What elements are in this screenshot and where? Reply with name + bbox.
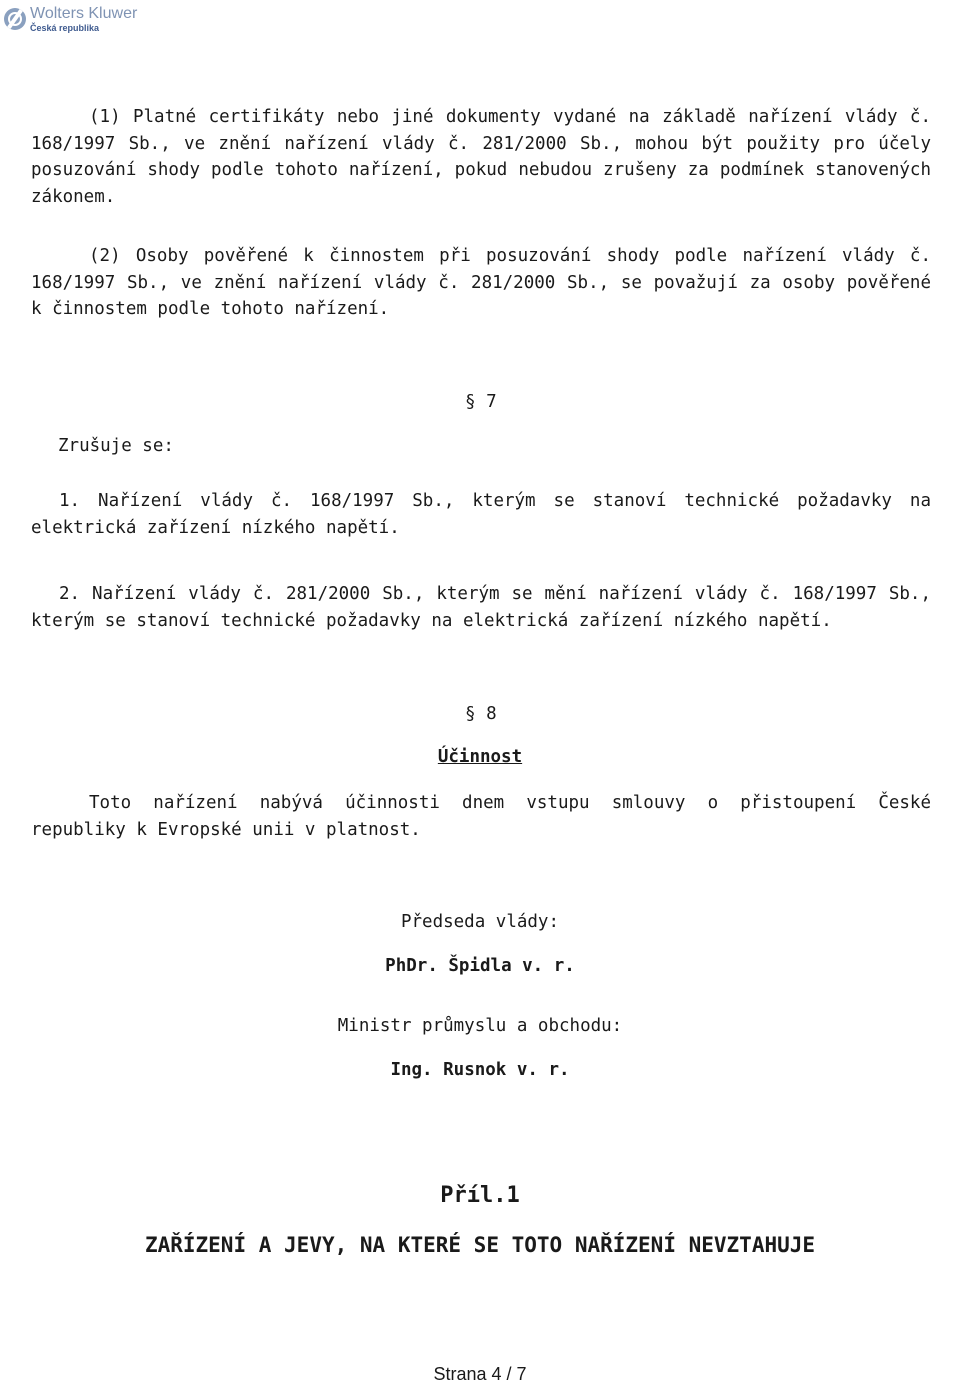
repeal-label: Zrušuje se: bbox=[58, 436, 174, 456]
minister-label: Ministr průmyslu a obchodu: bbox=[337, 1016, 623, 1036]
annex-label: Příl.1 bbox=[440, 1183, 520, 1208]
prime-minister-name: PhDr. Špidla v. r. bbox=[385, 956, 575, 976]
wolters-kluwer-logo-icon bbox=[4, 8, 26, 30]
paragraph-2: (2) Osoby pověřené k činnostem při posuzování shody podle nařízení vlády č. 168/1997 Sb., ve znění nařízení vlády č. 281/2000 Sb., se považují za osoby pověřené k činnostem podle tohoto nařízení. bbox=[31, 246, 931, 319]
effectiveness-text: Toto nařízení nabývá účinnosti dnem vstupu smlouvy o přistoupení České republiky k Evropské unii v platnost. bbox=[31, 793, 931, 840]
paragraph-1: (1) Platné certifikáty nebo jiné dokumenty vydané na základě nařízení vlády č. 168/1997 Sb., ve znění nařízení vlády č. 281/2000 Sb., mohou být použity pro účely posuzování shody podle tohoto nařízení, pokud nebudou zrušeny za podmínek stanovených zákonem. bbox=[31, 107, 931, 207]
prime-minister-label: Předseda vlády: bbox=[400, 912, 560, 932]
annex-heading: ZAŘÍZENÍ A JEVY, NA KTERÉ SE TOTO NAŘÍZENÍ NEVZTAHUJE bbox=[144, 1233, 816, 1257]
minister-name: Ing. Rusnok v. r. bbox=[390, 1060, 570, 1080]
section-7-heading: § 7 bbox=[465, 392, 497, 412]
page-number: Strana 4 / 7 bbox=[433, 1364, 527, 1384]
publisher-logo bbox=[4, 4, 137, 34]
repeal-item-1: 1. Nařízení vlády č. 168/1997 Sb., kterým se stanoví technické požadavky na elektrická zařízení nízkého napětí. bbox=[31, 491, 931, 538]
section-8-heading: § 8 bbox=[465, 704, 497, 724]
repeal-item-2: 2. Nařízení vlády č. 281/2000 Sb., kterým se mění nařízení vlády č. 168/1997 Sb., kterým se stanoví technické požadavky na elektrická zařízení nízkého napětí. bbox=[31, 584, 931, 631]
brand-name: Wolters Kluwer bbox=[30, 4, 138, 22]
logo-text bbox=[30, 6, 137, 33]
brand-sub: Česká republika bbox=[30, 22, 100, 33]
effectiveness-title: Účinnost bbox=[437, 747, 523, 767]
